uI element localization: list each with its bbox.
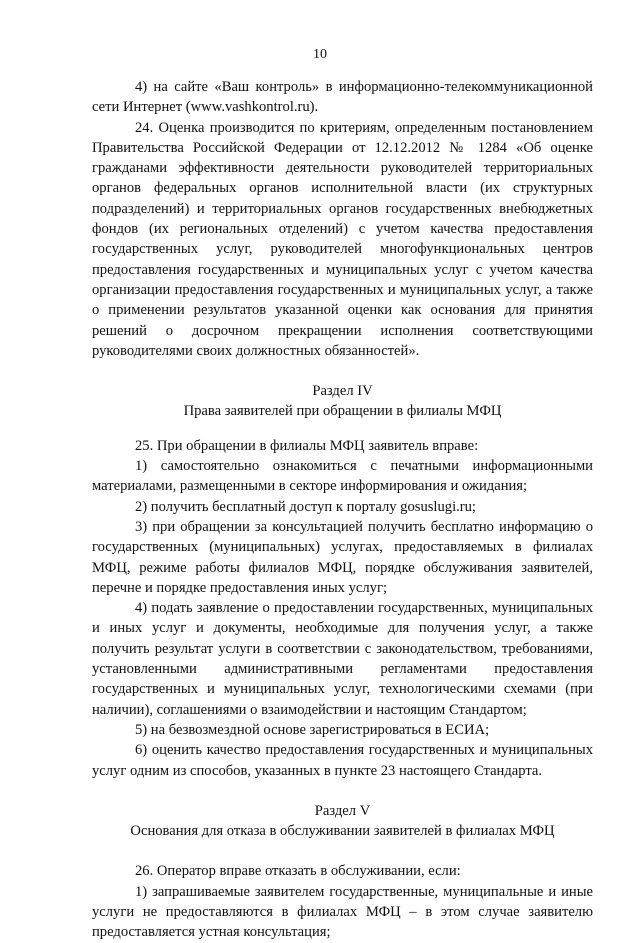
paragraph-25: 25. При обращении в филиалы МФЦ заявитель вправе:	[135, 437, 479, 454]
section-5-heading: Раздел V	[314, 802, 371, 819]
list-item-25-2: 2) получить бесплатный доступ к порталу gosuslugi.ru;	[135, 498, 476, 515]
paragraph-26: 26. Оператор вправе отказать в обслуживании, если:	[135, 863, 461, 880]
paragraph-24: 24. Оценка производится по критериям, определенным постановлением Правительства Российской Федерации от 12.12.2012 № 1284 «Об оценке гражданами эффективности деятельности руководителей территориальных органов федеральных органов исполнительной власти (их структурных подразделений) и территориальных органов государственных внебюджетных фондов (их региональных отделений) с учетом качества предоставления государственных услуг, руководителей многофункциональных центров предоставления государственных и муниципальных услуг с учетом качества организации предоставления государственных и муниципальных услуг, а также о применении результатов указанной оценки как основания для принятия решений о досрочном прекращении исполнения соответствующими руководителями своих должностных обязанностей».	[92, 119, 593, 359]
document-body	[92, 77, 593, 943]
list-item-25-3: 3) при обращении за консультацией получить бесплатно информацию о государственных (муниципальных) услугах, предоставляемых в филиалах МФЦ, режиме работы филиалов МФЦ, порядке обслуживания заявителей, перечне и порядке предоставления иных услуг;	[92, 518, 593, 596]
paragraph-vashkontrol: 4) на сайте «Ваш контроль» в информационно-телекоммуникационной сети Интернет (www.vashkontrol.ru).	[92, 79, 593, 116]
list-item-26-1: 1) запрашиваемые заявителем государственные, муниципальные и иные услуги не предоставляются в филиалах МФЦ – в этом случае заявителю предоставляется устная консультация;	[92, 883, 593, 941]
section-4-title: Права заявителей при обращении в филиалы МФЦ	[183, 403, 502, 420]
list-item-25-5: 5) на безвозмездной основе зарегистрироваться в ЕСИА;	[135, 721, 490, 738]
list-item-25-4: 4) подать заявление о предоставлении государственных, муниципальных и иных услуг и документы, необходимые для получения услуг, а также получить результат услуги в соответствии с законодательством, требованиями, установленными административными регламентами предоставления государственных и муниципальных услуг, технологическими схемами (при наличии), соглашениями о взаимодействии и настоящим Стандартом;	[92, 600, 593, 718]
page-number: 10	[313, 47, 327, 62]
section-4-heading: Раздел IV	[312, 383, 373, 400]
list-item-25-1: 1) самостоятельно ознакомиться с печатными информационными материалами, размещенными в секторе информирования и ожидания;	[92, 458, 593, 495]
section-5-title: Основания для отказа в обслуживании заявителей в филиалах МФЦ	[130, 823, 555, 840]
list-item-25-6: 6) оценить качество предоставления государственных и муниципальных услуг одним из способов, указанных в пункте 23 настоящего Стандарта.	[92, 742, 593, 779]
